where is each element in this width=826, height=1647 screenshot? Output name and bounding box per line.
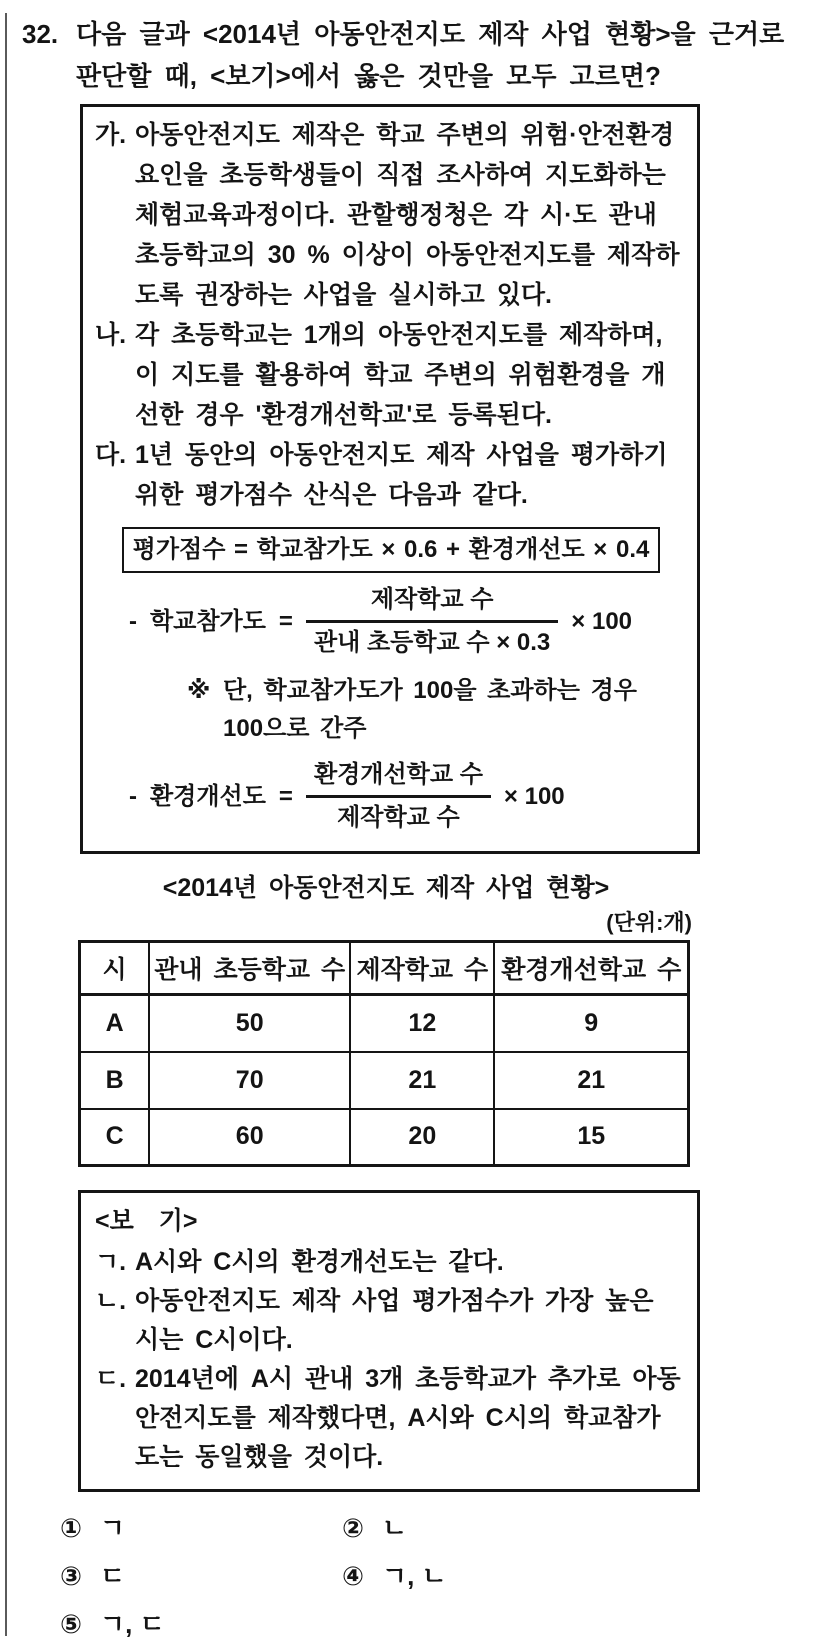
choice-number: ① [60, 1513, 83, 1543]
improvement-fraction [306, 760, 491, 833]
bogi-title: <보 기> [95, 1207, 198, 1235]
table-header-row [80, 942, 689, 995]
table-row [80, 995, 689, 1052]
cell-elementary-count: 70 [149, 1052, 350, 1109]
participation-fraction [306, 585, 558, 658]
bogi-text: 아동안전지도 제작 사업 평가점수가 가장 높은 시는 C시이다. [135, 1287, 654, 1354]
passage-box [80, 104, 700, 854]
passage-item-na [95, 315, 687, 435]
bogi-item-g [95, 1243, 683, 1282]
passage-item-da [95, 435, 687, 515]
choice-label: ㄱ, ㄴ [382, 1561, 447, 1591]
cell-city: B [80, 1052, 150, 1109]
status-table [78, 940, 690, 1167]
choice-label: ㄴ [382, 1513, 408, 1543]
choice-2 [342, 1506, 624, 1551]
choice-3 [60, 1554, 342, 1599]
table-row [80, 1109, 689, 1166]
passage-label: 나. [95, 321, 127, 349]
table-title: <2014년 아동안전지도 제작 사업 현황> [162, 874, 610, 902]
cell-produced-count: 21 [350, 1052, 494, 1109]
header-elementary-count: 관내 초등학교 수 [149, 942, 350, 995]
bogi-item-d [95, 1360, 683, 1477]
header-improved-count: 환경개선학교 수 [494, 942, 688, 995]
bogi-text: 2014년에 A시 관내 3개 초등학교가 추가로 아동안전지도를 제작했다면, A시와 C시의 학교참가도는 동일했을 것이다. [135, 1365, 681, 1471]
multiplier: × 100 [571, 607, 633, 635]
improvement-label: 환경개선도 [150, 782, 266, 810]
bogi-label: ㄷ. [95, 1365, 127, 1393]
passage-text: 아동안전지도 제작은 학교 주변의 위험·안전환경 요인을 초등학생들이 직접 조사하여 지도화하는 체험교육과정이다. 관할행정청은 각 시·도 관내 초등학교의 30 % 이상이 아동안전지도를 제작하도록 권장하는 사업을 실시하고 있다. [135, 121, 680, 309]
choice-label: ㄷ [100, 1561, 126, 1591]
table-row [80, 1052, 689, 1109]
choice-number: ⑤ [60, 1609, 83, 1639]
passage-item-ga [95, 115, 687, 315]
choice-number: ② [342, 1513, 365, 1543]
passage-text: 1년 동안의 아동안전지도 제작 사업을 평가하기 위한 평가점수 산식은 다음과 같다. [135, 441, 668, 509]
cell-city: A [80, 995, 150, 1052]
cell-improved-count: 15 [494, 1109, 688, 1166]
note-text: 단, 학교참가도가 100을 초과하는 경우 100으로 간주 [223, 677, 637, 742]
passage-text: 각 초등학교는 1개의 아동안전지도를 제작하며, 이 지도를 활용하여 학교 주변의 위험환경을 개선한 경우 '환경개선학교'로 등록된다. [135, 321, 666, 429]
header-produced-count: 제작학교 수 [350, 942, 494, 995]
equals-sign: = [278, 607, 293, 635]
cell-elementary-count: 60 [149, 1109, 350, 1166]
cell-city: C [80, 1109, 150, 1166]
choice-label: ㄱ, ㄷ [100, 1609, 165, 1639]
table-unit-label: (단위:개) [606, 910, 692, 935]
fraction-denominator: 관내 초등학교 수 × 0.3 [306, 620, 558, 658]
improvement-formula [129, 760, 687, 833]
participation-label: 학교참가도 [150, 607, 266, 635]
question-number: 32. [22, 19, 59, 49]
choice-5 [60, 1602, 342, 1647]
bogi-label: ㄱ. [95, 1248, 127, 1276]
participation-formula [129, 585, 687, 658]
column-divider-rule [5, 13, 7, 1636]
answer-choices [60, 1506, 760, 1647]
question-header [22, 13, 798, 97]
bogi-text: A시와 C시의 환경개선도는 같다. [135, 1248, 504, 1276]
score-formula-box: 평가점수 = 학교참가도 × 0.6 + 환경개선도 × 0.4 [122, 527, 661, 573]
cell-produced-count: 12 [350, 995, 494, 1052]
header-city: 시 [80, 942, 150, 995]
cell-produced-count: 20 [350, 1109, 494, 1166]
passage-label: 가. [95, 121, 127, 149]
dash: - [129, 782, 137, 810]
bogi-item-n [95, 1282, 683, 1360]
cell-improved-count: 21 [494, 1052, 688, 1109]
equals-sign: = [278, 782, 293, 810]
choice-4 [342, 1554, 624, 1599]
choice-number: ③ [60, 1561, 83, 1591]
passage-label: 다. [95, 441, 127, 469]
fraction-denominator: 제작학교 수 [306, 795, 491, 833]
cell-elementary-count: 50 [149, 995, 350, 1052]
choice-1 [60, 1506, 342, 1551]
question-text: 다음 글과 <2014년 아동안전지도 제작 사업 현황>을 근거로 판단할 때, <보기>에서 옳은 것만을 모두 고르면? [76, 19, 785, 91]
cell-improved-count: 9 [494, 995, 688, 1052]
bogi-box [78, 1190, 700, 1492]
participation-cap-note [187, 672, 687, 748]
reference-mark: ※ [187, 677, 211, 704]
bogi-label: ㄴ. [95, 1287, 127, 1315]
multiplier: × 100 [503, 782, 565, 810]
choice-number: ④ [342, 1561, 365, 1591]
choice-label: ㄱ [100, 1513, 126, 1543]
fraction-numerator: 환경개선학교 수 [313, 761, 483, 788]
dash: - [129, 607, 137, 635]
fraction-numerator: 제작학교 수 [370, 586, 494, 613]
